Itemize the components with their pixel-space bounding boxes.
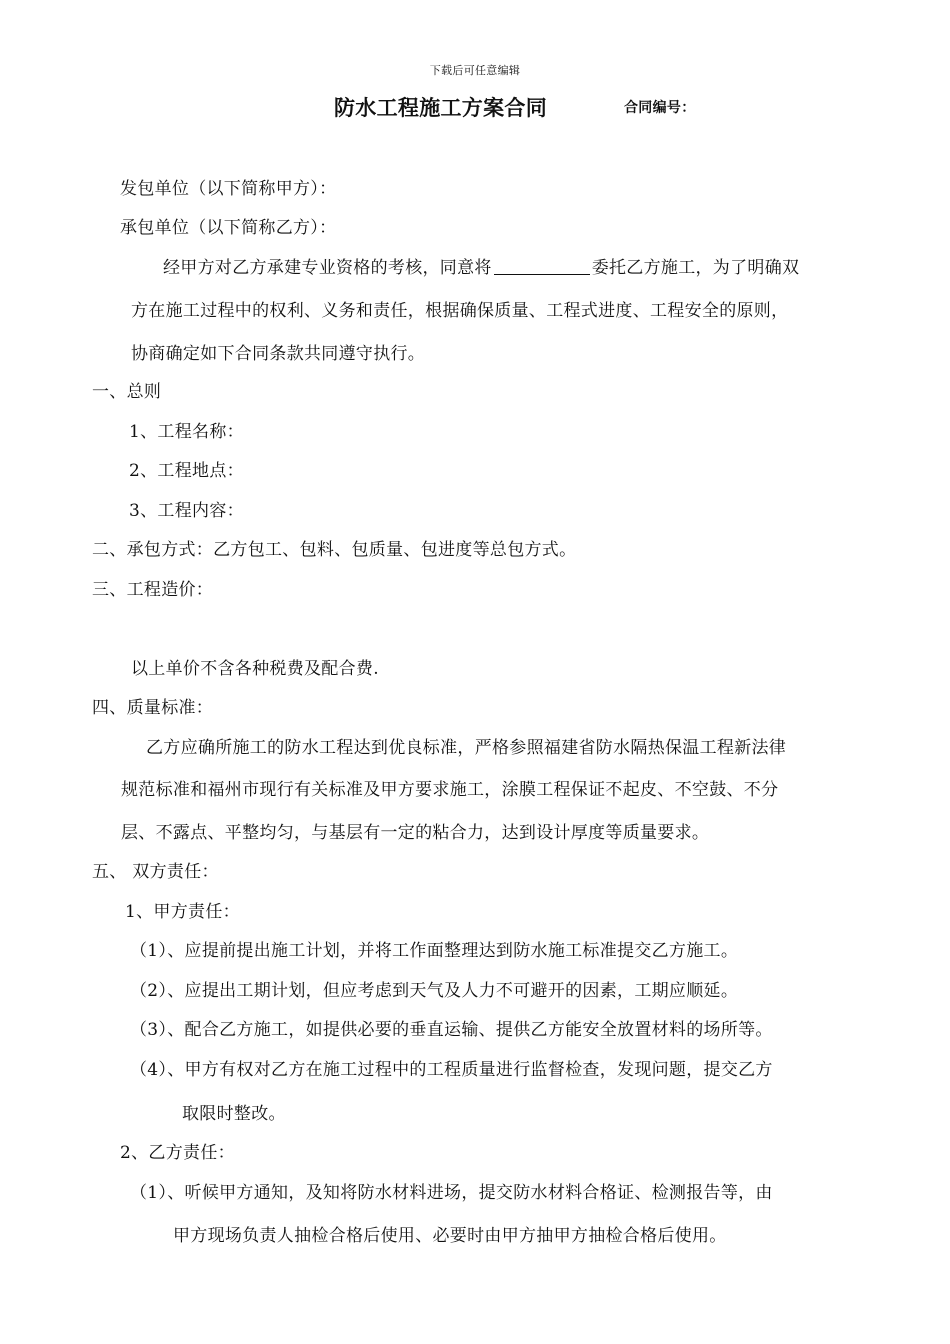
section-3-note: 以上单价不含各种税费及配合费. (131, 659, 379, 679)
party-a-duty: （4）、甲方有权对乙方在施工过程中的工程质量进行监督检查，发现问题，提交乙方 (130, 1060, 773, 1080)
header-note: 下载后可任意编辑 (429, 64, 521, 77)
party-b-duty-continuation: 甲方现场负责人抽检合格后使用、必要时由甲方抽甲方抽检合格后使用。 (173, 1226, 727, 1246)
section-2-heading: 二、承包方式：乙方包工、包料、包质量、包进度等总包方式。 (92, 540, 577, 560)
section-3-heading: 三、工程造价： (92, 580, 214, 600)
section-1-item: 3、工程内容： (129, 501, 244, 521)
party-b-line: 承包单位（以下简称乙方）： (120, 218, 337, 238)
party-a-duty-continuation: 取限时整改。 (182, 1104, 286, 1124)
section-4-line: 层、不露点、平整均匀，与基层有一定的粘合力，达到设计厚度等质量要求。 (121, 823, 710, 843)
intro-line-1-before: 经甲方对乙方承建专业资格的考核，同意将 (163, 258, 492, 278)
section-5-heading: 五、 双方责任： (92, 862, 219, 882)
section-4-line: 规范标准和福州市现行有关标准及甲方要求施工，涂膜工程保证不起皮、不空鼓、不分 (121, 780, 779, 800)
party-b-duties-heading: 2、乙方责任： (120, 1143, 235, 1163)
party-a-duty: （3）、配合乙方施工，如提供必要的垂直运输、提供乙方能安全放置材料的场所等。 (130, 1020, 773, 1040)
contract-number-label: 合同编号： (624, 100, 696, 116)
intro-line-2: 方在施工过程中的权利、义务和责任，根据确保质量、工程式进度、工程安全的原则， (131, 301, 789, 321)
party-a-duty: （1）、应提前提出施工计划，并将工作面整理达到防水施工标准提交乙方施工。 (130, 941, 739, 961)
party-a-duties-heading: 1、甲方责任： (125, 902, 240, 922)
section-1-item: 1、工程名称： (129, 422, 244, 442)
party-b-duty: （1）、听候甲方通知，及知将防水材料进场，提交防水材料合格证、检测报告等，由 (130, 1183, 773, 1203)
section-4-line: 乙方应确所施工的防水工程达到优良标准，严格参照福建省防水隔热保温工程新法律 (146, 738, 787, 758)
intro-line-1-after: 委托乙方施工，为了明确双 (591, 258, 800, 278)
section-4-heading: 四、质量标准： (92, 698, 214, 718)
intro-line-1 (163, 257, 799, 279)
party-a-line: 发包单位（以下简称甲方）： (120, 179, 337, 199)
document-title: 防水工程施工方案合同 (334, 96, 547, 120)
section-1-heading: 一、总则 (92, 382, 162, 402)
intro-line-3: 协商确定如下合同条款共同遵守执行。 (131, 344, 426, 364)
section-1-item: 2、工程地点： (129, 461, 244, 481)
project-name-blank (494, 258, 590, 275)
party-a-duty: （2）、应提出工期计划，但应考虑到天气及人力不可避开的因素，工期应顺延。 (130, 981, 739, 1001)
